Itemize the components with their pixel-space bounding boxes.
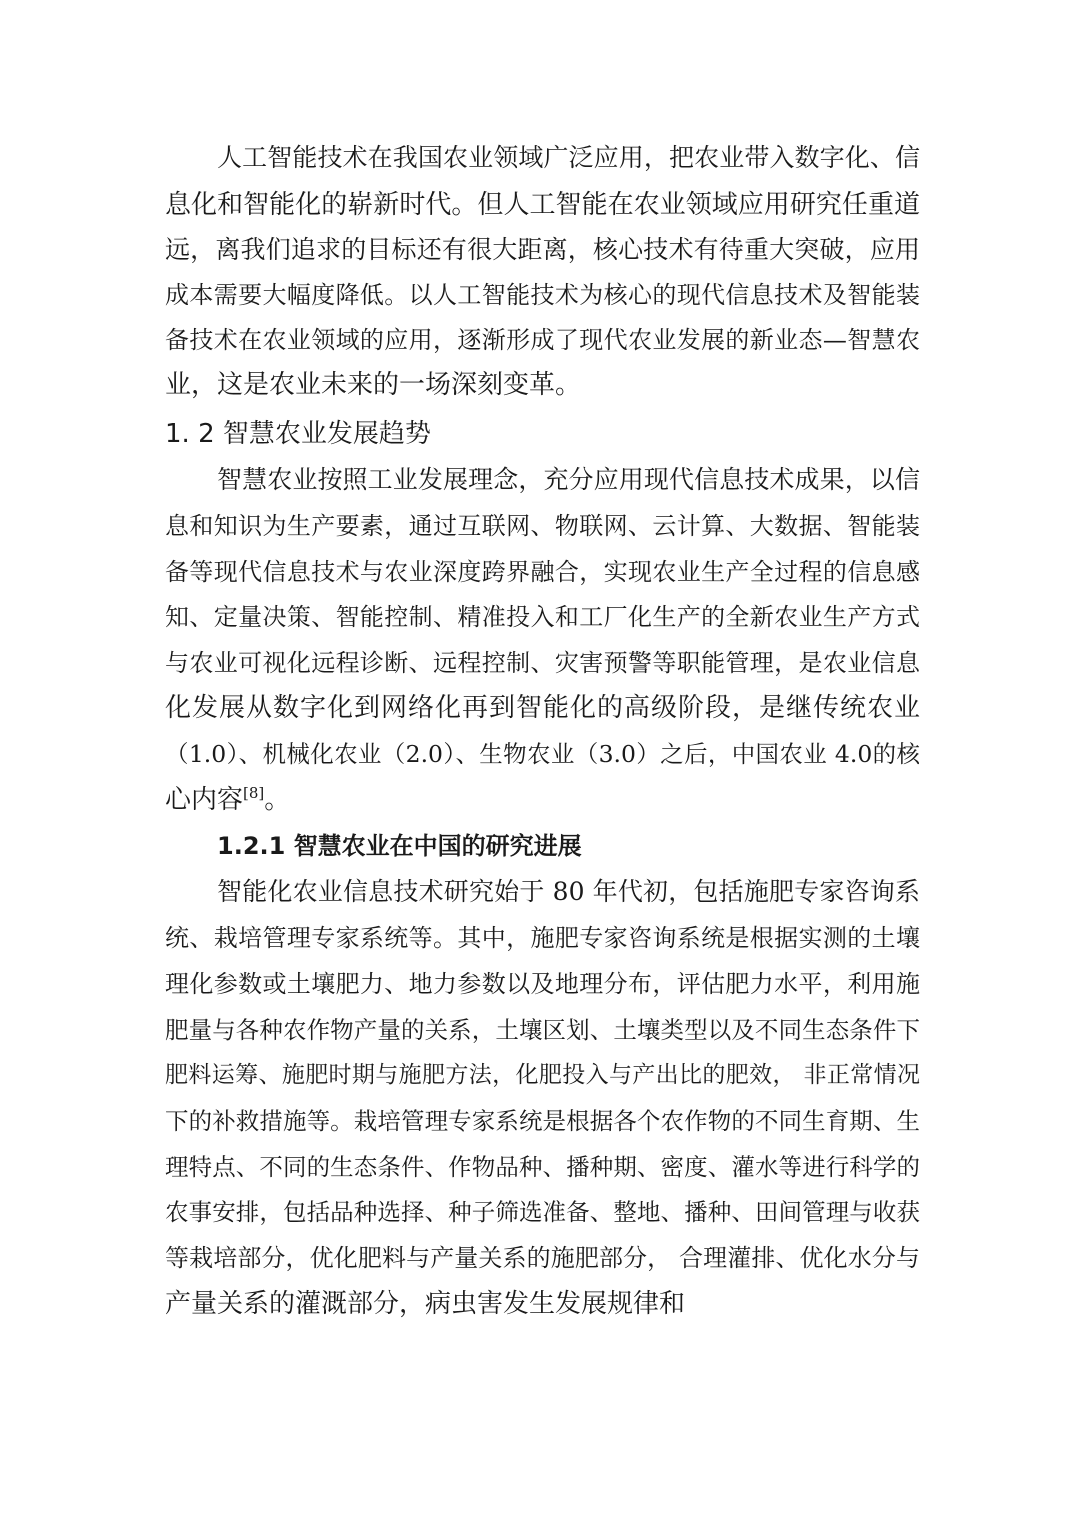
section-1-2-line-7: （1.0）、机械化农业（2.0）、生物农业（3.0）之后，中国农业 4.0的核 — [165, 740, 920, 768]
section-1-2-line-4: 知、定量决策、智能控制、精准投入和工厂化生产的全新农业生产方式 — [165, 603, 920, 631]
section-heading-1-2-1: 1.2.1 智慧农业在中国的研究进展 — [217, 832, 582, 860]
section-1-2-line-8-text: 心内容 — [165, 785, 244, 815]
section-1-2-line-2: 息和知识为生产要素，通过互联网、物联网、云计算、大数据、智能装 — [165, 512, 920, 540]
section-1-2-line-8-end: 。 — [264, 785, 291, 815]
section-1-2-line-3: 备等现代信息技术与农业深度跨界融合，实现农业生产全过程的信息感 — [165, 558, 920, 586]
section-1-2-line-5: 与农业可视化远程诊断、远程控制、灾害预警等职能管理，是农业信息 — [165, 649, 920, 677]
section-1-2-1-line-1: 智能化农业信息技术研究始于 80 年代初，包括施肥专家咨询系 — [217, 877, 920, 906]
intro-line-6: 业，这是农业未来的一场深刻变革。 — [165, 370, 582, 400]
section-1-2-1-line-2: 统、栽培管理专家系统等。其中，施肥专家咨询系统是根据实测的土壤 — [165, 924, 920, 952]
section-1-2-line-1: 智慧农业按照工业发展理念，充分应用现代信息技术成果，以信 — [217, 465, 920, 494]
intro-line-3: 远，离我们追求的目标还有很大距离，核心技术有待重大突破，应用 — [165, 235, 920, 264]
intro-line-4: 成本需要大幅度降低。以人工智能技术为核心的现代信息技术及智能装 — [165, 281, 920, 309]
intro-line-2: 息化和智能化的崭新时代。但人工智能在农业领域应用研究任重道 — [165, 190, 920, 220]
section-1-2-1-line-6: 下的补救措施等。栽培管理专家系统是根据各个农作物的不同生育期、生 — [165, 1107, 920, 1135]
section-1-2-1-line-5: 肥料运筹、施肥时期与施肥方法，化肥投入与产出比的肥效， 非正常情况 — [165, 1062, 920, 1088]
citation-reference: [8] — [243, 784, 265, 802]
section-1-2-1-line-10: 产量关系的灌溉部分，病虫害发生发展规律和 — [165, 1289, 686, 1319]
intro-line-1: 人工智能技术在我国农业领域广泛应用，把农业带入数字化、信 — [217, 143, 920, 172]
section-1-2-1-line-7: 理特点、不同的生态条件、作物品种、播种期、密度、灌水等进行科学的 — [165, 1153, 920, 1181]
intro-line-5: 备技术在农业领域的应用，逐渐形成了现代农业发展的新业态—智慧农 — [165, 326, 920, 354]
section-1-2-1-line-3: 理化参数或土壤肥力、地力参数以及地理分布，评估肥力水平，利用施 — [165, 970, 920, 998]
section-1-2-1-line-4: 肥量与各种农作物产量的关系，土壤区划、土壤类型以及不同生态条件下 — [165, 1016, 920, 1044]
section-1-2-1-line-9: 等栽培部分，优化肥料与产量关系的施肥部分， 合理灌排、优化水分与 — [165, 1244, 920, 1272]
section-1-2-line-6: 化发展从数字化到网络化再到智能化的高级阶段，是继传统农业 — [165, 693, 920, 723]
section-1-2-1-line-8: 农事安排，包括品种选择、种子筛选准备、整地、播种、田间管理与收获 — [165, 1198, 920, 1226]
section-heading-1-2: 1. 2 智慧农业发展趋势 — [165, 419, 431, 449]
section-1-2-line-8 — [165, 780, 920, 820]
